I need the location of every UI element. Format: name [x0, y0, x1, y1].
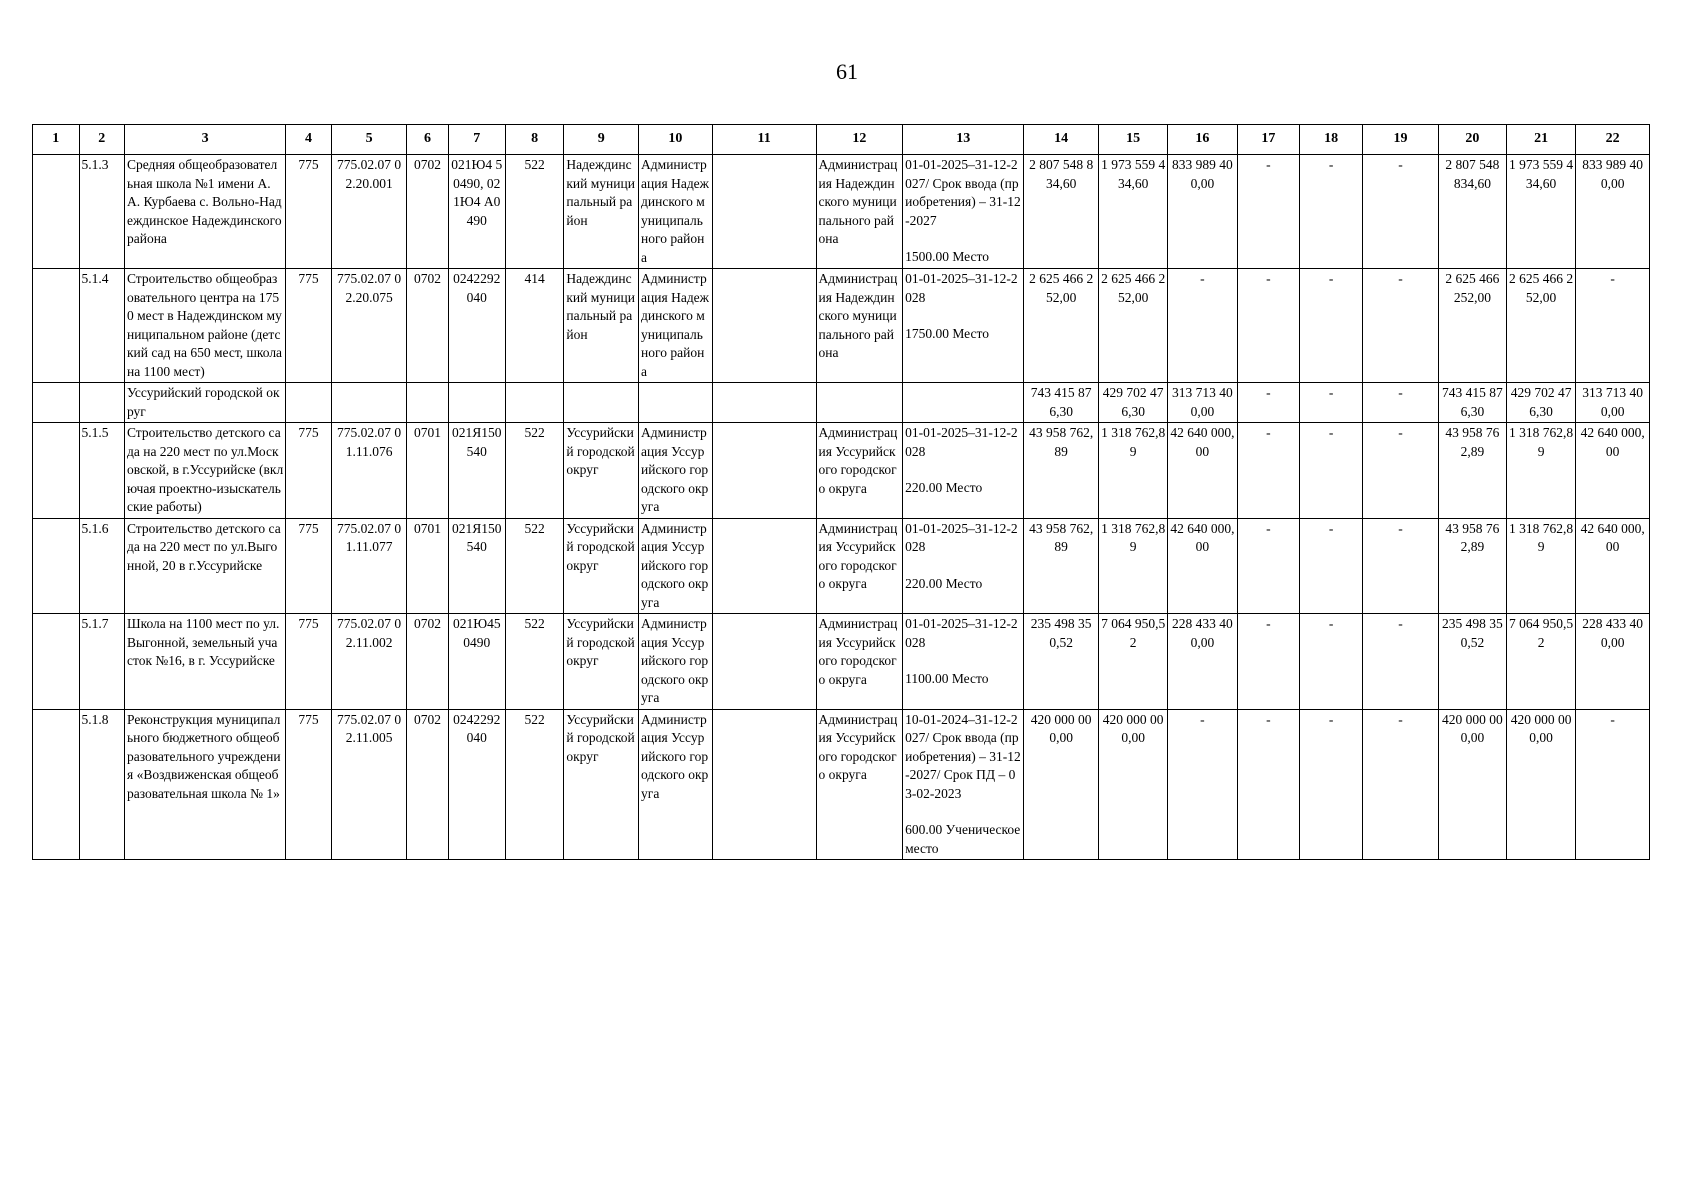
column-header-5: 5: [331, 125, 407, 155]
gr-code: 775: [286, 155, 331, 269]
column-header-3: 3: [124, 125, 285, 155]
column-header-13: 13: [903, 125, 1024, 155]
row-number: 5.1.7: [79, 614, 124, 710]
object-name: Строительство детского сада на 220 мест по ул.Выгонной, 20 в г.Уссурийске: [124, 518, 285, 614]
terms-capacity: [903, 614, 1024, 710]
terms-gap: [905, 803, 1021, 821]
cell-col-1: [33, 518, 80, 614]
gr-code: 775: [286, 709, 331, 860]
expense-type: 522: [505, 423, 563, 519]
section-code: 0702: [407, 709, 448, 860]
target-article: 0242292040: [448, 269, 505, 383]
section-code: [407, 383, 448, 423]
terms-gap: [905, 557, 1021, 575]
municipality: Уссурийский городской округ: [564, 709, 639, 860]
cell-col-1: [33, 383, 80, 423]
cell-col-1: [33, 155, 80, 269]
column-header-1: 1: [33, 125, 80, 155]
total-amount-20: 2 807 548 834,60: [1438, 155, 1506, 269]
cell-col-11: [712, 709, 816, 860]
cell-col-11: [712, 383, 816, 423]
row-number: [79, 383, 124, 423]
section-code: 0701: [407, 518, 448, 614]
terms-capacity: [903, 155, 1024, 269]
row-number: 5.1.8: [79, 709, 124, 860]
budget-amount-22: -: [1576, 709, 1650, 860]
budget-amount-22: 228 433 400,00: [1576, 614, 1650, 710]
budget-amount-16: 313 713 400,00: [1168, 383, 1237, 423]
budget-amount-16: 833 989 400,00: [1168, 155, 1237, 269]
municipality: Надеждинский муниципальный район: [564, 155, 639, 269]
terms-dates: 01-01-2025–31-12-2028: [905, 520, 1018, 554]
budget-amount-22: 833 989 400,00: [1576, 155, 1650, 269]
expense-type: 522: [505, 155, 563, 269]
cell-col-17: -: [1237, 269, 1300, 383]
developer: Администрация Уссурийского городского округа: [816, 518, 903, 614]
cell-col-19: -: [1363, 269, 1439, 383]
column-header-19: 19: [1363, 125, 1439, 155]
terms-capacity: [903, 423, 1024, 519]
budget-amount-16: 228 433 400,00: [1168, 614, 1237, 710]
developer: Администрация Уссурийского городского округа: [816, 614, 903, 710]
table-row: [33, 269, 1650, 383]
terms-capacity: [903, 518, 1024, 614]
column-header-22: 22: [1576, 125, 1650, 155]
cell-col-18: -: [1300, 709, 1363, 860]
cell-col-11: [712, 155, 816, 269]
terms-gap: [905, 652, 1021, 670]
program-code: 775.02.07 02.11.005: [331, 709, 407, 860]
total-amount-20: 420 000 000,00: [1438, 709, 1506, 860]
terms-capacity: [903, 383, 1024, 423]
cell-col-11: [712, 614, 816, 710]
budget-amount-22: 42 640 000,00: [1576, 518, 1650, 614]
budget-amount-16: -: [1168, 709, 1237, 860]
developer: Администрация Надеждинского муниципального района: [816, 269, 903, 383]
customer: Администрация Уссурийского городского округа: [639, 709, 713, 860]
row-number: 5.1.3: [79, 155, 124, 269]
budget-amount-21: 1 973 559 434,60: [1506, 155, 1575, 269]
total-amount: 43 958 762,89: [1024, 423, 1099, 519]
capacity: 600.00 Ученическое место: [905, 822, 1021, 856]
section-code: 0701: [407, 423, 448, 519]
page-number: 61: [836, 59, 858, 84]
total-amount: 420 000 000,00: [1024, 709, 1099, 860]
cell-col-19: -: [1363, 423, 1439, 519]
budget-amount-22: -: [1576, 269, 1650, 383]
cell-col-11: [712, 269, 816, 383]
budget-amount-15: 2 625 466 252,00: [1099, 269, 1168, 383]
object-name: Строительство общеобразовательного центра на 1750 мест в Надеждинском муниципальном районе (детский сад на 650 мест, школа на 1100 мест): [124, 269, 285, 383]
budget-amount-22: 42 640 000,00: [1576, 423, 1650, 519]
section-code: 0702: [407, 614, 448, 710]
gr-code: 775: [286, 614, 331, 710]
cell-col-17: -: [1237, 423, 1300, 519]
column-header-21: 21: [1506, 125, 1575, 155]
terms-dates: 01-01-2025–31-12-2028: [905, 616, 1018, 650]
terms-gap: [905, 307, 1021, 325]
program-code: 775.02.07 01.11.076: [331, 423, 407, 519]
table-row: [33, 383, 1650, 423]
expense-type: 522: [505, 614, 563, 710]
developer: Администрация Надеждинского муниципального района: [816, 155, 903, 269]
cell-col-1: [33, 614, 80, 710]
table-row: [33, 614, 1650, 710]
budget-amount-21: 1 318 762,89: [1506, 423, 1575, 519]
expense-type: 414: [505, 269, 563, 383]
total-amount-20: 235 498 350,52: [1438, 614, 1506, 710]
terms-dates: 01-01-2025–31-12-2027/ Срок ввода (приобретения) – 31-12-2027: [905, 157, 1021, 228]
total-amount: 743 415 876,30: [1024, 383, 1099, 423]
budget-amount-21: 420 000 000,00: [1506, 709, 1575, 860]
budget-amount-15: 420 000 000,00: [1099, 709, 1168, 860]
total-amount-20: 43 958 762,89: [1438, 423, 1506, 519]
budget-amount-15: 7 064 950,52: [1099, 614, 1168, 710]
object-name: Реконструкция муниципального бюджетного общеобразовательного учреждения «Воздвиженская общеобразовательная школа № 1»: [124, 709, 285, 860]
cell-col-18: -: [1300, 518, 1363, 614]
target-article: 021Я150540: [448, 518, 505, 614]
target-article: 021Ю4 50490, 021Ю4 А0490: [448, 155, 505, 269]
cell-col-18: -: [1300, 155, 1363, 269]
row-number: 5.1.6: [79, 518, 124, 614]
table-row: [33, 423, 1650, 519]
gr-code: 775: [286, 269, 331, 383]
gr-code: [286, 383, 331, 423]
gr-code: 775: [286, 423, 331, 519]
budget-amount-21: 2 625 466 252,00: [1506, 269, 1575, 383]
developer: Администрация Уссурийского городского округа: [816, 423, 903, 519]
column-header-7: 7: [448, 125, 505, 155]
column-header-18: 18: [1300, 125, 1363, 155]
total-amount: 235 498 350,52: [1024, 614, 1099, 710]
section-code: 0702: [407, 269, 448, 383]
budget-amount-15: 429 702 476,30: [1099, 383, 1168, 423]
terms-dates: 01-01-2025–31-12-2028: [905, 271, 1018, 305]
expense-type: 522: [505, 709, 563, 860]
terms-dates: 01-01-2025–31-12-2028: [905, 425, 1018, 459]
cell-col-17: -: [1237, 383, 1300, 423]
total-amount: 2 625 466 252,00: [1024, 269, 1099, 383]
total-amount-20: 743 415 876,30: [1438, 383, 1506, 423]
program-code: 775.02.07 02.20.075: [331, 269, 407, 383]
cell-col-19: -: [1363, 155, 1439, 269]
terms-capacity: [903, 269, 1024, 383]
column-header-2: 2: [79, 125, 124, 155]
expense-type: 522: [505, 518, 563, 614]
budget-amount-22: 313 713 400,00: [1576, 383, 1650, 423]
cell-col-11: [712, 423, 816, 519]
program-code: 775.02.07 02.11.002: [331, 614, 407, 710]
cell-col-1: [33, 423, 80, 519]
budget-amount-16: 42 640 000,00: [1168, 423, 1237, 519]
cell-col-19: -: [1363, 709, 1439, 860]
budget-amount-16: 42 640 000,00: [1168, 518, 1237, 614]
cell-col-19: -: [1363, 383, 1439, 423]
column-header-15: 15: [1099, 125, 1168, 155]
column-header-4: 4: [286, 125, 331, 155]
row-number: 5.1.5: [79, 423, 124, 519]
customer: Администрация Уссурийского городского округа: [639, 423, 713, 519]
object-name: Средняя общеобразовательная школа №1 имени А.А. Курбаева с. Вольно-Надеждинское Надеждинского района: [124, 155, 285, 269]
total-amount: 2 807 548 834,60: [1024, 155, 1099, 269]
developer: [816, 383, 903, 423]
table-row: [33, 155, 1650, 269]
object-name: Строительство детского сада на 220 мест по ул.Московской, в г.Уссурийске (включая проектно-изыскательские работы): [124, 423, 285, 519]
column-header-11: 11: [712, 125, 816, 155]
customer: [639, 383, 713, 423]
table-row: [33, 518, 1650, 614]
target-article: 021Ю450490: [448, 614, 505, 710]
terms-gap: [905, 230, 1021, 248]
column-header-6: 6: [407, 125, 448, 155]
budget-amount-21: 7 064 950,52: [1506, 614, 1575, 710]
cell-col-11: [712, 518, 816, 614]
cell-col-18: -: [1300, 383, 1363, 423]
cell-col-1: [33, 269, 80, 383]
program-code: 775.02.07 01.11.077: [331, 518, 407, 614]
program-code: 775.02.07 02.20.001: [331, 155, 407, 269]
customer: Администрация Надеждинского муниципального района: [639, 269, 713, 383]
budget-amount-16: -: [1168, 269, 1237, 383]
municipality: Уссурийский городской округ: [564, 423, 639, 519]
table-row: [33, 709, 1650, 860]
capacity: 1500.00 Место: [905, 249, 989, 264]
cell-col-19: -: [1363, 614, 1439, 710]
cell-col-18: -: [1300, 269, 1363, 383]
column-header-16: 16: [1168, 125, 1237, 155]
budget-amount-15: 1 318 762,89: [1099, 518, 1168, 614]
customer: Администрация Уссурийского городского округа: [639, 518, 713, 614]
column-header-9: 9: [564, 125, 639, 155]
expense-type: [505, 383, 563, 423]
budget-amount-15: 1 973 559 434,60: [1099, 155, 1168, 269]
column-header-14: 14: [1024, 125, 1099, 155]
budget-table: [32, 124, 1650, 860]
cell-col-17: -: [1237, 518, 1300, 614]
cell-col-17: -: [1237, 614, 1300, 710]
object-name: Уссурийский городской округ: [124, 383, 285, 423]
gr-code: 775: [286, 518, 331, 614]
budget-amount-21: 1 318 762,89: [1506, 518, 1575, 614]
municipality: Уссурийский городской округ: [564, 518, 639, 614]
cell-col-18: -: [1300, 614, 1363, 710]
municipality: [564, 383, 639, 423]
capacity: 220.00 Место: [905, 575, 983, 591]
column-header-8: 8: [505, 125, 563, 155]
municipality: Надеждинский муниципальный район: [564, 269, 639, 383]
budget-amount-15: 1 318 762,89: [1099, 423, 1168, 519]
terms-capacity: [903, 709, 1024, 860]
capacity: 1100.00 Место: [905, 671, 989, 686]
column-header-12: 12: [816, 125, 903, 155]
column-header-10: 10: [639, 125, 713, 155]
total-amount-20: 43 958 762,89: [1438, 518, 1506, 614]
target-article: [448, 383, 505, 423]
customer: Администрация Надеждинского муниципального района: [639, 155, 713, 269]
municipality: Уссурийский городской округ: [564, 614, 639, 710]
budget-amount-21: 429 702 476,30: [1506, 383, 1575, 423]
total-amount: 43 958 762,89: [1024, 518, 1099, 614]
developer: Администрация Уссурийского городского округа: [816, 709, 903, 860]
capacity: 1750.00 Место: [905, 326, 989, 341]
column-number-row: [33, 125, 1650, 155]
total-amount-20: 2 625 466 252,00: [1438, 269, 1506, 383]
column-header-17: 17: [1237, 125, 1300, 155]
row-number: 5.1.4: [79, 269, 124, 383]
column-header-20: 20: [1438, 125, 1506, 155]
section-code: 0702: [407, 155, 448, 269]
cell-col-19: -: [1363, 518, 1439, 614]
terms-gap: [905, 461, 1021, 479]
object-name: Школа на 1100 мест по ул. Выгонной, земельный участок №16, в г. Уссурийске: [124, 614, 285, 710]
target-article: 021Я150540: [448, 423, 505, 519]
program-code: [331, 383, 407, 423]
cell-col-17: -: [1237, 709, 1300, 860]
capacity: 220.00 Место: [905, 480, 983, 495]
cell-col-18: -: [1300, 423, 1363, 519]
cell-col-1: [33, 709, 80, 860]
target-article: 0242292040: [448, 709, 505, 860]
customer: Администрация Уссурийского городского округа: [639, 614, 713, 710]
cell-col-17: -: [1237, 155, 1300, 269]
terms-dates: 10-01-2024–31-12-2027/ Срок ввода (приобретения) – 31-12-2027/ Срок ПД – 03-02-2023: [905, 711, 1021, 801]
